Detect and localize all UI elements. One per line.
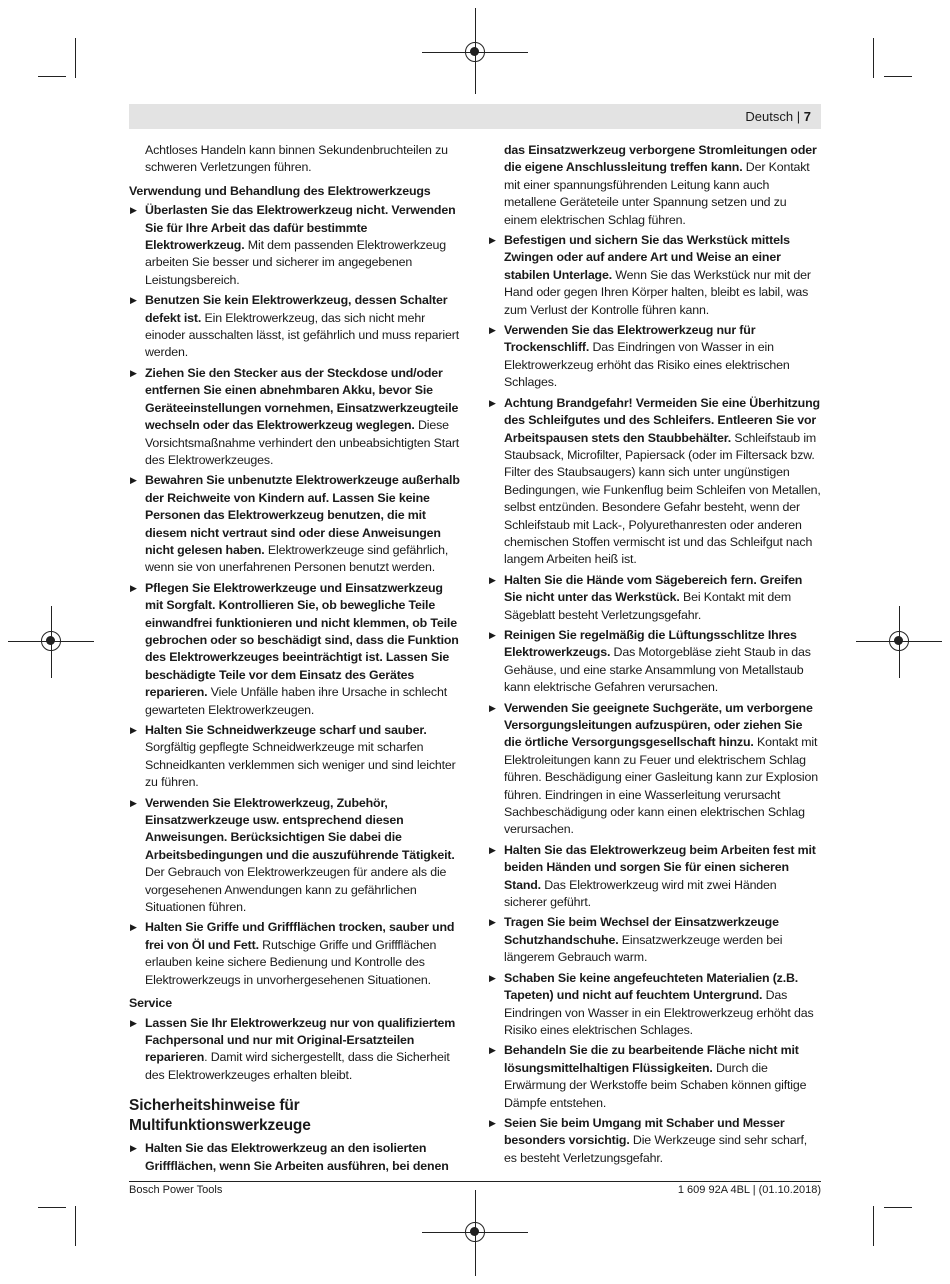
list-item (488, 1115, 822, 1167)
item-bold: Verwenden Sie geeignete Suchgeräte, um verborgene Versorgungsleitungen aufzuspüren, oder ziehen Sie die örtliche Versorgungsgesellschaft hinzu. (504, 700, 813, 750)
item-text: Rutschige Griffe und Griffflächen erlauben keine sichere Bedienung und Kontrolle des Elektrowerkzeugs in unvorhergesehenen Situationen. (145, 937, 437, 987)
item-text: Viele Unfälle haben ihre Ursache in schlecht gewarteten Elektrowerkzeugen. (145, 685, 448, 717)
continued-item (488, 142, 822, 229)
list-item (129, 919, 463, 989)
item-text: Einsatzwerkzeuge werden bei längerem Gebrauch warm. (504, 932, 783, 965)
item-bold: Seien Sie beim Umgang mit Schaber und Messer besonders vorsichtig. (504, 1115, 785, 1148)
item-bold: Verwenden Sie Elektrowerkzeug, Zubehör, Einsatzwerkzeuge usw. entsprechend diesen Anweisungen. Berücksichtigen Sie dabei die Arbeitsbedingungen und die auszuführende Tätigkeit. (145, 795, 455, 862)
item-bold: Pflegen Sie Elektrowerkzeuge und Einsatzwerkzeug mit Sorgfalt. Kontrollieren Sie, ob bewegliche Teile einwandfrei funktionieren und nicht klemmen, ob Teile gebrochen oder so beschädigt sind, dass die Funktion des Elektrowerkzeuges beeinträchtigt ist. Lassen Sie beschädigte Teile vor dem Einsatz des Gerätes reparieren. (145, 580, 459, 700)
item-text: Das Elektrowerkzeug wird mit zwei Händen sicherer geführt. (504, 877, 777, 910)
intro-text: Achtloses Handeln kann binnen Sekundenbruchteilen zu schweren Verletzungen führen. (145, 143, 448, 175)
footer-divider (129, 1181, 821, 1182)
item-text: Ein Elektrowerkzeug, das sich nicht mehr einoder ausschalten lässt, ist gefährlich und muss repariert werden. (145, 310, 460, 360)
item-text: Durch die Erwärmung der Werkstoffe beim Schaben können giftige Dämpfe entstehen. (504, 1060, 807, 1110)
list-item (488, 627, 822, 697)
item-bold: Verwenden Sie das Elektrowerkzeug nur für Trockenschliff. (504, 323, 756, 355)
list-item (129, 292, 463, 362)
item-bold: Ziehen Sie den Stecker aus der Steckdose und/oder entfernen Sie einen abnehmbaren Akku, bevor Sie Geräteeinstellungen vornehmen, Einsatzwerkzeugteile wechseln oder das Elektrowerkzeug weglegen. (145, 365, 459, 433)
footer-brand: Bosch Power Tools (129, 1184, 223, 1196)
footer-doc-id: 1 609 92A 4BL | (01.10.2018) (677, 1184, 821, 1196)
item-bold: Halten Sie Schneidwerkzeuge scharf und sauber. (145, 723, 427, 737)
section-title: Sicherheitshinweise für Multifunktionswerkzeuge (129, 1097, 311, 1135)
item-bold: Behandeln Sie die zu bearbeitende Fläche nicht mit lösungsmittelhaltigen Flüssigkeiten. (504, 1043, 799, 1075)
crop-mark (38, 1207, 66, 1208)
page-header (129, 104, 821, 129)
header-language: Deutsch (745, 109, 794, 124)
item-text: Das Eindringen von Wasser in ein Elektrowerkzeug erhöht das Risiko eines elektrischen Schlages. (504, 340, 790, 390)
page-number: 7 (803, 109, 811, 124)
left-column (129, 142, 463, 1178)
crop-mark (884, 76, 912, 77)
item-bold: Bewahren Sie unbenutzte Elektrowerkzeuge außerhalb der Reichweite von Kindern auf. Lassen Sie keine Personen das Elektrowerkzeug benutzen, die mit diesem nicht vertraut sind oder diese Anweisungen nicht gelesen haben. (145, 473, 460, 557)
item-text: Kontakt mit Elektroleitungen kann zu Feuer und elektrischem Schlag führen. Beschädigung einer Gasleitung kann zur Explosion führen. Eindringen in eine Wasserleitung verursacht Sachbeschädigung oder kann einen elektrischen Schlag verursachen. (504, 735, 818, 837)
list-item (488, 842, 822, 912)
item-text: Elektrowerkzeuge sind gefährlich, wenn sie von unerfahrenen Personen benutzt werden. (145, 542, 449, 575)
list-item (129, 795, 463, 917)
list-item (129, 472, 463, 576)
item-bold: Halten Sie das Elektrowerkzeug an den isolierten Griffflächen, wenn Sie Arbeiten ausführen, bei denen (145, 1141, 449, 1173)
list-item (129, 1140, 463, 1175)
crop-mark (75, 38, 76, 78)
list-item (488, 970, 822, 1040)
item-bold: Befestigen und sichern Sie das Werkstück mittels Zwingen oder auf andere Art und Weise an einer stabilen Unterlage. (504, 233, 790, 282)
list-item (129, 1015, 463, 1085)
item-text: Die Werkzeuge sind sehr scharf, es besteht Verletzungsgefahr. (504, 1133, 808, 1165)
item-text: Wenn Sie das Werkstück nur mit der Hand oder gegen Ihren Körper halten, bleibt es labil, was zum Verlust der Kontrolle führen kann. (504, 267, 811, 317)
item-bold: Halten Sie das Elektrowerkzeug beim Arbeiten fest mit beiden Händen und sorgen Sie für einen sicheren Stand. (504, 842, 816, 892)
list-item (129, 365, 463, 469)
registration-mark-icon (41, 631, 61, 651)
item-text: Das Motorgebläse zieht Staub in das Gehäuse, und eine starke Ansammlung von Metallstaub kann elektrische Gefahren verursachen. (504, 645, 811, 695)
item-text: Der Kontakt mit einer spannungsführenden Leitung kann auch metallene Geräteteile unter Spannung setzen und zu einem elektrischen Schlag führen. (504, 160, 810, 227)
crop-mark (38, 76, 66, 77)
item-bold: Halten Sie Griffe und Griffflächen trocken, sauber und frei von Öl und Fett. (145, 920, 455, 952)
crop-mark (884, 1207, 912, 1208)
item-bold: Überlasten Sie das Elektrowerkzeug nicht. Verwenden Sie für Ihre Arbeit das dafür bestimmte Elektrowerkzeug. (145, 203, 456, 253)
list-item (488, 232, 822, 319)
list-item (488, 395, 822, 569)
item-text: Diese Vorsichtsmaßnahme verhindert den unbeabsichtigten Start des Elektrowerkzeuges. (145, 418, 460, 467)
list-item (488, 322, 822, 392)
item-bold: Schaben Sie keine angefeuchteten Materialien (z.B. Tapeten) und nicht auf feuchtem Untergrund. (504, 970, 799, 1003)
item-text: Mit dem passenden Elektrowerkzeug arbeiten Sie besser und sicherer im angegebenen Leistungsbereich. (145, 238, 447, 287)
registration-mark-icon (889, 631, 909, 651)
item-text: Der Gebrauch von Elektrowerkzeugen für andere als die vorgesehenen Anwendungen kann zu gefährlichen Situationen führen. (145, 865, 447, 915)
list-item (488, 1042, 822, 1112)
crop-mark (873, 1206, 874, 1246)
list-item (129, 202, 463, 289)
list-item (488, 914, 822, 966)
heading-service: Service (129, 996, 173, 1011)
item-bold: Halten Sie die Hände vom Sägebereich fern. Greifen Sie nicht unter das Werkstück. (504, 572, 803, 605)
item-text: . Damit wird sichergestellt, dass die Sicherheit des Elektrowerkzeuges erhalten bleibt. (145, 1050, 450, 1082)
list-item (129, 722, 463, 792)
item-text: Sorgfältig gepflegte Schneidwerkzeuge mit scharfen Schneidkanten verklemmen sich weniger und sind leichter zu führen. (145, 740, 456, 790)
list-item (488, 700, 822, 839)
list-item (488, 572, 822, 624)
crop-mark (75, 1206, 76, 1246)
header-label (745, 109, 811, 124)
crop-mark (873, 38, 874, 78)
item-text: Das Eindringen von Wasser in ein Elektrowerkzeug erhöht das Risiko eines elektrischen Schlages. (504, 988, 814, 1037)
item-bold: Tragen Sie beim Wechsel der Einsatzwerkzeuge Schutzhandschuhe. (504, 915, 779, 947)
list-item (129, 580, 463, 719)
right-column (488, 142, 822, 1170)
item-bold: das Einsatzwerkzeug verborgene Stromleitungen oder die eigene Anschlussleitung treffen kann. (504, 143, 817, 175)
item-bold: Reinigen Sie regelmäßig die Lüftungsschlitze Ihres Elektrowerkzeugs. (504, 627, 797, 660)
item-bold: Achtung Brandgefahr! Vermeiden Sie eine Überhitzung des Schleifgutes und des Schleifers. Entleeren Sie vor Arbeitspausen stets den Staubbehälter. (504, 395, 820, 445)
item-bold: Benutzen Sie kein Elektrowerkzeug, dessen Schalter defekt ist. (145, 293, 448, 325)
heading-use: Verwendung und Behandlung des Elektrowerkzeugs (129, 183, 431, 198)
registration-mark-icon (465, 42, 485, 62)
registration-mark-icon (465, 1222, 485, 1242)
item-bold: Lassen Sie Ihr Elektrowerkzeug nur von qualifiziertem Fachpersonal und nur mit Original-Ersatzteilen reparieren (145, 1015, 456, 1065)
header-separator: | (796, 109, 801, 124)
item-text: Bei Kontakt mit dem Sägeblatt besteht Verletzungsgefahr. (504, 590, 792, 622)
item-text: Schleifstaub im Staubsack, Microfilter, Papiersack (oder im Filtersack bzw. Filter des Staubsaugers) kann sich unter ungünstigen Bedingungen, wie Funkenflug beim Schleifen von Metallen, selbst entzünden. Besondere Gefahr besteht, wenn der Schleifstaub mit Lack-, Polyurethanresten oder anderen chemischen Stoffen vermischt ist und das Schleifgut nach langem Arbeiten heiß ist. (504, 430, 821, 567)
